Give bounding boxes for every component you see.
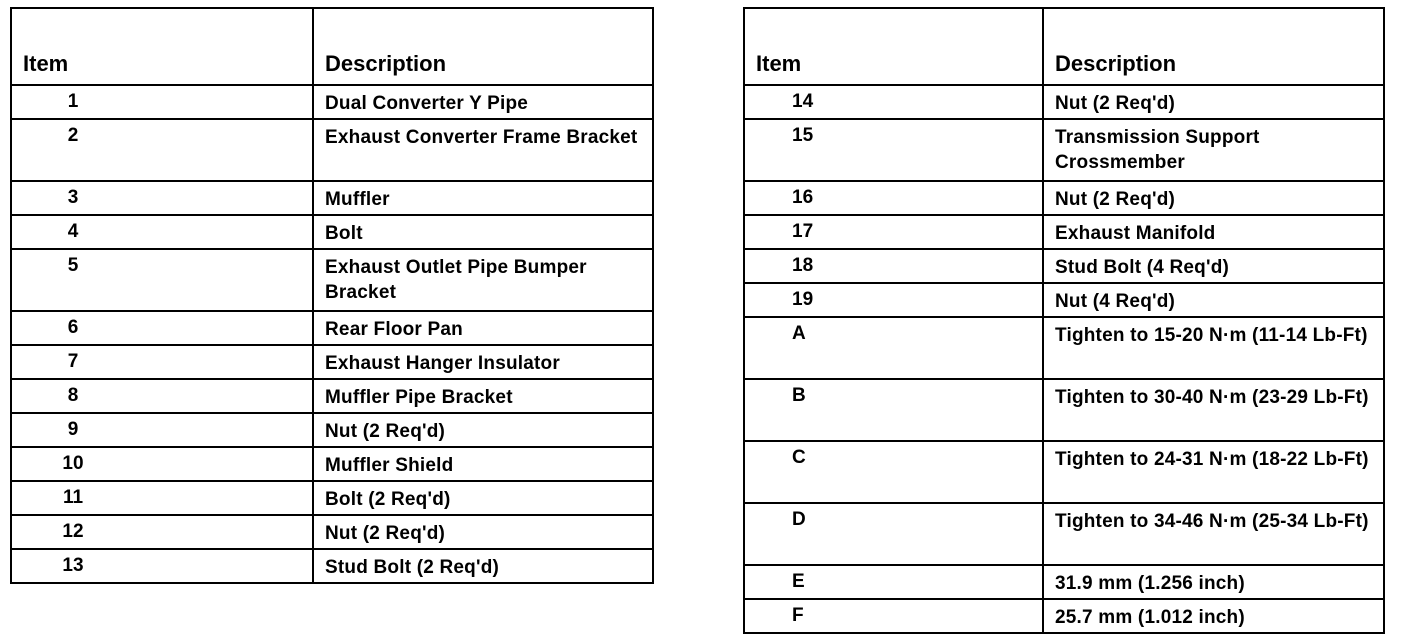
item-number: 11 — [11, 481, 313, 515]
item-description: Exhaust Converter Frame Bracket — [313, 119, 653, 181]
column-header-description: Description — [1043, 8, 1384, 85]
item-number: 15 — [744, 119, 1043, 181]
item-number: 19 — [744, 283, 1043, 317]
parts-table-right — [743, 7, 1385, 634]
table-row — [11, 413, 653, 447]
item-number: 12 — [11, 515, 313, 549]
item-description: Rear Floor Pan — [313, 311, 653, 345]
parts-table-left — [10, 7, 654, 584]
column-header-item: Item — [11, 8, 313, 85]
item-description: Muffler Shield — [313, 447, 653, 481]
item-number: 13 — [11, 549, 313, 583]
item-number: C — [744, 441, 1043, 503]
item-description: Tighten to 24-31 N·m (18-22 Lb-Ft) — [1043, 441, 1384, 503]
item-number: F — [744, 599, 1043, 633]
table-row — [11, 515, 653, 549]
item-number: 4 — [11, 215, 313, 249]
table-row — [744, 85, 1384, 119]
item-number: 14 — [744, 85, 1043, 119]
item-description: Transmission Support Crossmember — [1043, 119, 1384, 181]
item-description: Exhaust Manifold — [1043, 215, 1384, 249]
item-number: A — [744, 317, 1043, 379]
table-row — [744, 503, 1384, 565]
item-number: 9 — [11, 413, 313, 447]
item-description: Bolt — [313, 215, 653, 249]
item-description: Nut (4 Req'd) — [1043, 283, 1384, 317]
table-row — [11, 249, 653, 311]
item-number: 18 — [744, 249, 1043, 283]
item-description: Stud Bolt (2 Req'd) — [313, 549, 653, 583]
item-description: 31.9 mm (1.256 inch) — [1043, 565, 1384, 599]
item-number: 10 — [11, 447, 313, 481]
item-description: Stud Bolt (4 Req'd) — [1043, 249, 1384, 283]
item-description: Nut (2 Req'd) — [313, 515, 653, 549]
table-row — [11, 85, 653, 119]
item-number: 2 — [11, 119, 313, 181]
item-number: D — [744, 503, 1043, 565]
item-description: Nut (2 Req'd) — [1043, 85, 1384, 119]
item-description: Tighten to 15-20 N·m (11-14 Lb-Ft) — [1043, 317, 1384, 379]
item-description: Nut (2 Req'd) — [1043, 181, 1384, 215]
table-row — [11, 379, 653, 413]
table-row — [744, 181, 1384, 215]
item-description: Dual Converter Y Pipe — [313, 85, 653, 119]
table-row — [744, 215, 1384, 249]
table-row — [744, 599, 1384, 633]
item-description: Tighten to 30-40 N·m (23-29 Lb-Ft) — [1043, 379, 1384, 441]
table-row — [11, 311, 653, 345]
table-row — [744, 249, 1384, 283]
item-description: Exhaust Outlet Pipe Bumper Bracket — [313, 249, 653, 311]
table-row — [11, 181, 653, 215]
item-number: 8 — [11, 379, 313, 413]
table-row — [11, 119, 653, 181]
item-description: Exhaust Hanger Insulator — [313, 345, 653, 379]
table-row — [744, 283, 1384, 317]
item-description: Bolt (2 Req'd) — [313, 481, 653, 515]
table-row — [11, 447, 653, 481]
table-row — [744, 379, 1384, 441]
item-number: 7 — [11, 345, 313, 379]
table-row — [744, 441, 1384, 503]
column-header-item: Item — [744, 8, 1043, 85]
item-number: 17 — [744, 215, 1043, 249]
item-description: Muffler Pipe Bracket — [313, 379, 653, 413]
table-row — [744, 565, 1384, 599]
table-row — [744, 119, 1384, 181]
item-description: Muffler — [313, 181, 653, 215]
item-description: Nut (2 Req'd) — [313, 413, 653, 447]
table-row — [744, 317, 1384, 379]
item-description: 25.7 mm (1.012 inch) — [1043, 599, 1384, 633]
item-description: Tighten to 34-46 N·m (25-34 Lb-Ft) — [1043, 503, 1384, 565]
table-row — [11, 549, 653, 583]
item-number: 3 — [11, 181, 313, 215]
table-row — [11, 345, 653, 379]
table-row — [11, 215, 653, 249]
table-row — [11, 481, 653, 515]
item-number: B — [744, 379, 1043, 441]
item-number: E — [744, 565, 1043, 599]
item-number: 5 — [11, 249, 313, 311]
item-number: 6 — [11, 311, 313, 345]
column-header-description: Description — [313, 8, 653, 85]
item-number: 16 — [744, 181, 1043, 215]
item-number: 1 — [11, 85, 313, 119]
